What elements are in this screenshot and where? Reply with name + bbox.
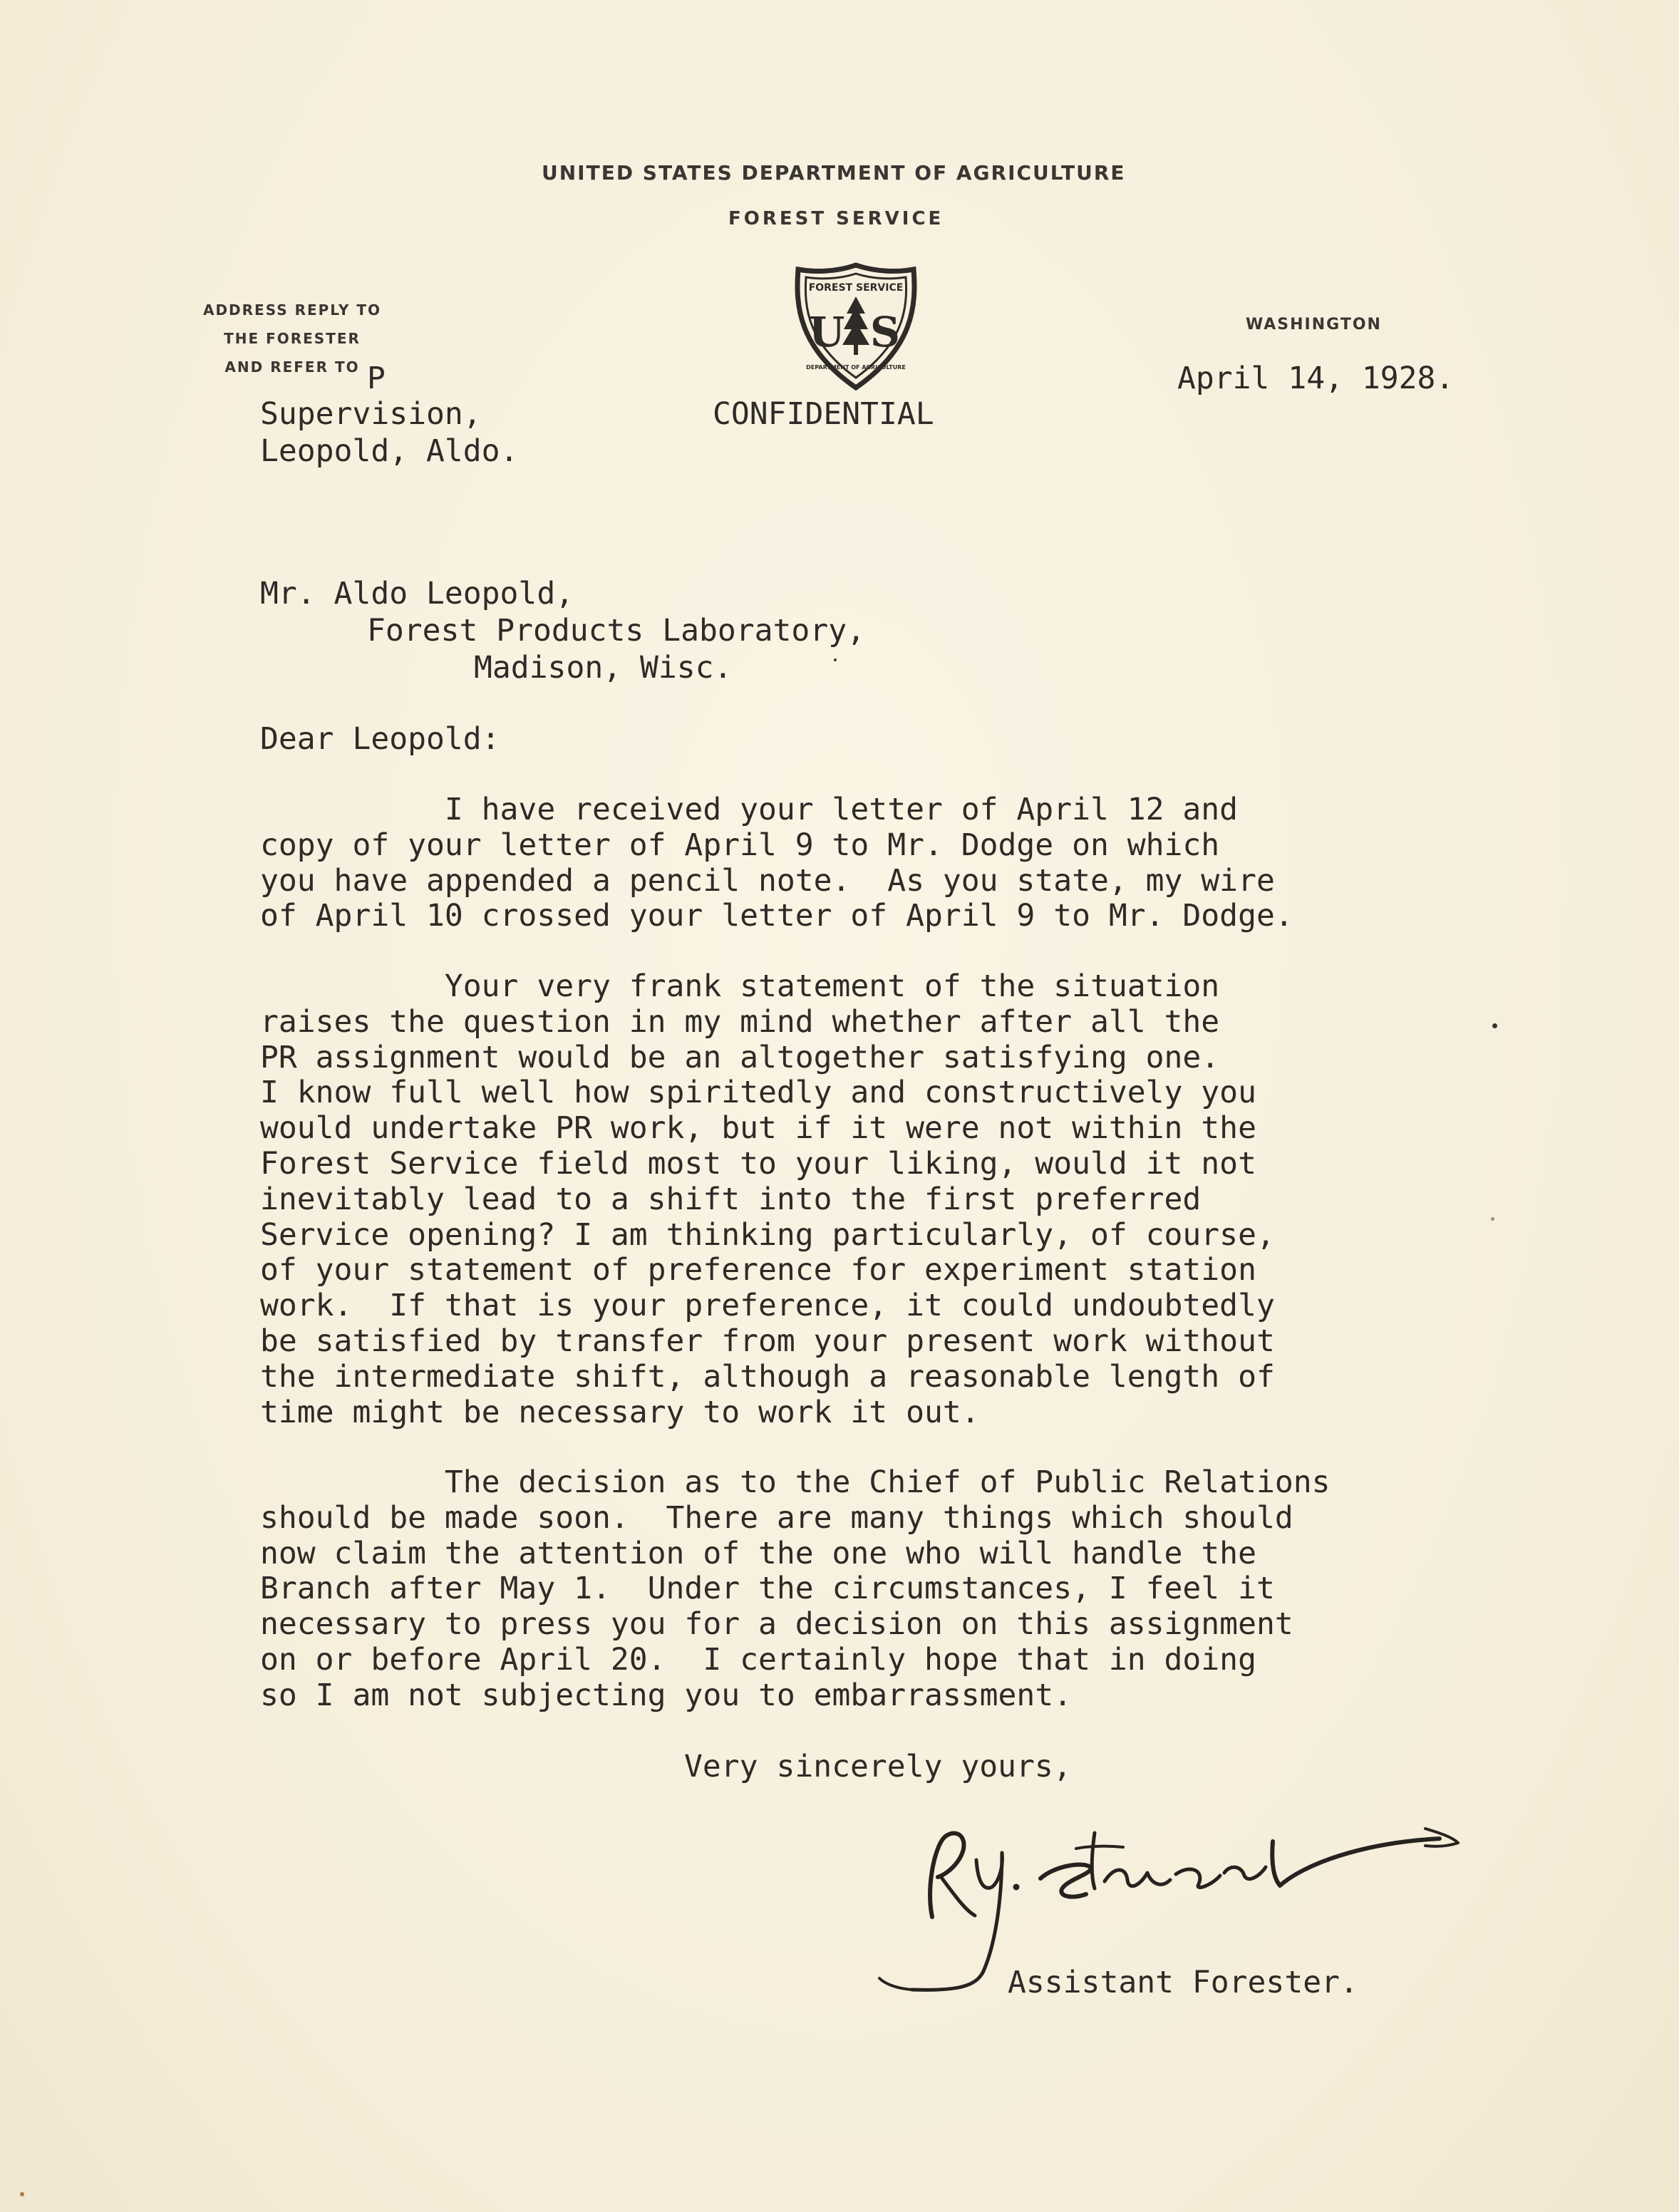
body-line: should be made soon. There are many things which should <box>260 1499 1293 1536</box>
body-line: inevitably lead to a shift into the first preferred <box>260 1181 1202 1217</box>
reply-line: THE FORESTER <box>224 330 361 347</box>
recipient-name: Mr. Aldo Leopold, <box>260 576 574 611</box>
recipient-address-line: Madison, Wisc. <box>474 650 733 686</box>
body-line: Branch after May 1. Under the circumstances, I feel it <box>260 1571 1275 1607</box>
shield-top-text: FOREST SERVICE <box>808 282 904 294</box>
body-line: on or before April 20. I certainly hope that in doing <box>260 1641 1256 1678</box>
body-line: Forest Service field most to your liking, would it not <box>260 1145 1256 1182</box>
body-line: time might be necessary to work it out. <box>260 1394 980 1430</box>
body-line: you have appended a pencil note. As you state, my wire <box>260 862 1275 899</box>
body-line: raises the question in my mind whether after all the <box>260 1003 1220 1040</box>
confidential-mark: CONFIDENTIAL <box>713 396 934 432</box>
body-line: of April 10 crossed your letter of April 9 to Mr. Dodge. <box>260 898 1293 934</box>
paper-speck <box>834 658 837 661</box>
body-line: necessary to press you for a decision on this assignment <box>260 1606 1293 1643</box>
body-line: Your very frank statement of the situation <box>260 968 1220 1004</box>
reply-line: AND REFER TO <box>224 358 360 376</box>
shield-letter-u: U <box>808 308 845 356</box>
salutation: Dear Leopold: <box>260 721 500 757</box>
body-line: I have received your letter of April 12 and <box>260 792 1239 827</box>
body-line: copy of your letter of April 9 to Mr. Dodge on which <box>260 827 1220 863</box>
location-label: WASHINGTON <box>1246 316 1382 334</box>
complimentary-close: Very sincerely yours, <box>684 1749 1072 1784</box>
letter-date: April 14, 1928. <box>1177 361 1455 396</box>
reference-mark: P <box>367 361 386 396</box>
file-reference-line: Supervision, <box>260 396 482 432</box>
recipient-address-line: Forest Products Laboratory, <box>367 613 865 648</box>
reply-line: ADDRESS REPLY TO <box>202 301 382 319</box>
paper-speck <box>20 2192 24 2196</box>
body-line: would undertake PR work, but if it were not within the <box>260 1110 1256 1147</box>
shield-bottom-text: DEPARTMENT OF AGRICULTURE <box>806 364 906 371</box>
body-line: so I am not subjecting you to embarrassment. <box>260 1677 1073 1713</box>
body-line: now claim the attention of the one who will handle the <box>260 1535 1256 1571</box>
file-reference-line: Leopold, Aldo. <box>260 433 519 469</box>
body-paragraph <box>260 1465 1331 1714</box>
body-line: The decision as to the Chief of Public Relations <box>260 1464 1331 1500</box>
department-heading: UNITED STATES DEPARTMENT OF AGRICULTURE <box>542 161 1126 185</box>
signatory-title: Assistant Forester. <box>1008 1965 1358 2000</box>
body-paragraph <box>260 969 1275 1430</box>
body-line: Service opening? I am thinking particularly, of course, <box>260 1216 1275 1253</box>
body-line: I know full well how spiritedly and constructively you <box>260 1075 1256 1111</box>
body-line: PR assignment would be an altogether satisfying one. <box>260 1039 1220 1075</box>
paper-speck <box>1492 1023 1497 1028</box>
forest-service-shield-logo <box>792 262 919 391</box>
body-line: of your statement of preference for experiment station <box>260 1252 1256 1288</box>
paper-speck <box>1491 1217 1494 1221</box>
shield-letter-s: S <box>870 308 900 356</box>
body-paragraph <box>260 792 1293 934</box>
body-line: be satisfied by transfer from your present work without <box>260 1323 1275 1359</box>
service-heading: FOREST SERVICE <box>728 208 944 229</box>
body-line: the intermediate shift, although a reasonable length of <box>260 1358 1275 1395</box>
body-line: work. If that is your preference, it could undoubtedly <box>260 1288 1275 1324</box>
